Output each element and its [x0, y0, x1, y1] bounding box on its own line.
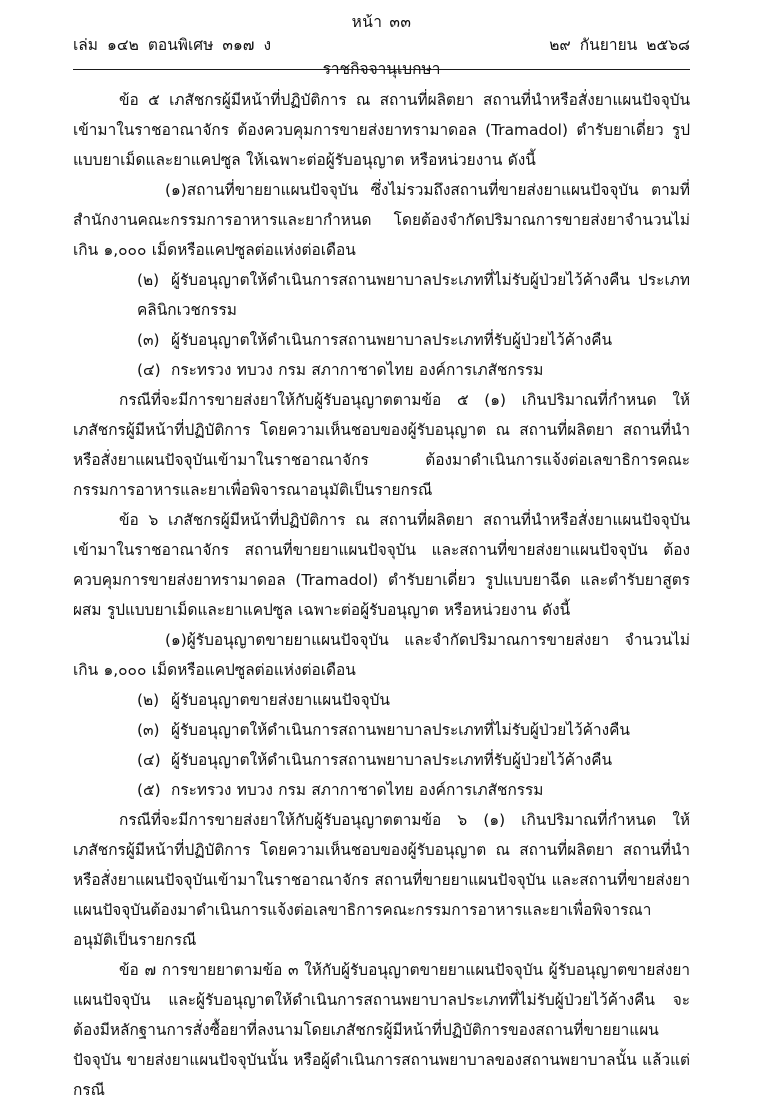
list-marker: (๒) — [137, 271, 160, 289]
clause-6-item-3 — [73, 715, 690, 745]
folio — [73, 12, 690, 32]
list-marker: (๑) — [165, 181, 187, 199]
clause-5-item-1 — [73, 175, 690, 265]
list-item-text: กระทรวง ทบวง กรม สภากาชาดไทย องค์การเภสัชกรรม — [171, 781, 544, 799]
date-month: กันยายน — [579, 36, 638, 54]
list-item-text: ผู้รับอนุญาตให้ดำเนินการสถานพยาบาลประเภทที่รับผู้ป่วยไว้ค้างคืน — [171, 751, 613, 769]
section-label: ตอนพิเศษ — [147, 36, 214, 54]
gazette-title: ราชกิจจานุเบกษา — [322, 60, 441, 78]
section-suffix: ง — [263, 36, 272, 54]
list-marker: (๓) — [137, 721, 160, 739]
clause-5-item-4 — [73, 355, 690, 385]
list-marker: (๑) — [165, 631, 187, 649]
masthead-row — [73, 34, 690, 78]
clause-6-item-1 — [73, 625, 690, 685]
folio-number: ๓๓ — [389, 13, 412, 31]
masthead-volume-group — [73, 34, 271, 56]
section-number: ๓๑๗ — [222, 36, 255, 54]
list-item-text: ผู้รับอนุญาตให้ดำเนินการสถานพยาบาลประเภทที่รับผู้ป่วยไว้ค้างคืน — [171, 331, 613, 349]
list-item-text: สถานที่ขายยาแผนปัจจุบัน ซึ่งไม่รวมถึงสถานที่ขายส่งยาแผนปัจจุบัน ตามที่สำนักงานคณะกรรมการอาหารและยากำหนด โดยต้องจำกัดปริมาณการขายส่งยาจำนวนไม่เกิน ๑,๐๐๐ เม็ดหรือแคปซูลต่อแห่งต่อเดือน — [73, 181, 690, 259]
clause-5-item-3 — [73, 325, 690, 355]
clause-6-item-4 — [73, 745, 690, 775]
date-year: ๒๕๖๘ — [646, 36, 690, 54]
list-item-text: ผู้รับอนุญาตขายส่งยาแผนปัจจุบัน — [171, 691, 390, 709]
volume-number: ๑๔๒ — [107, 36, 139, 54]
list-marker: (๒) — [137, 691, 160, 709]
document-body — [73, 85, 690, 1105]
clause-5-lead: ข้อ ๕ เภสัชกรผู้มีหน้าที่ปฏิบัติการ ณ สถานที่ผลิตยา สถานที่นำหรือสั่งยาแผนปัจจุบันเข้ามาในราชอาณาจักร ต้องควบคุมการขายส่งยาทรามาดอล (Tramadol) ตำรับยาเดี่ยว รูปแบบยาเม็ดและยาแคปซูล ให้เฉพาะต่อผู้รับอนุญาต หรือหน่วยงาน ดังนี้ — [73, 91, 690, 169]
list-marker: (๓) — [137, 331, 160, 349]
list-marker: (๔) — [137, 361, 161, 379]
clause-6-item-5 — [73, 775, 690, 805]
list-marker: (๕) — [137, 781, 161, 799]
clause-5-closing: กรณีที่จะมีการขายส่งยาให้กับผู้รับอนุญาตตามข้อ ๕ (๑) เกินปริมาณที่กำหนด ให้เภสัชกรผู้มีหน้าที่ปฏิบัติการ โดยความเห็นชอบของผู้รับอนุญาต ณ สถานที่ผลิตยา สถานที่นำหรือสั่งยาแผนปัจจุบันเข้ามาในราชอาณาจักร ต้องมาดำเนินการแจ้งต่อเลขาธิการคณะกรรมการอาหารและยาเพื่อพิจารณาอนุมัติเป็นรายกรณี — [73, 391, 690, 499]
list-marker: (๔) — [137, 751, 161, 769]
date-day: ๒๙ — [549, 36, 571, 54]
masthead-date-group — [549, 34, 690, 56]
clause-6-closing: กรณีที่จะมีการขายส่งยาให้กับผู้รับอนุญาตตามข้อ ๖ (๑) เกินปริมาณที่กำหนด ให้เภสัชกรผู้มีหน้าที่ปฏิบัติการ โดยความเห็นชอบของผู้รับอนุญาต ณ สถานที่ผลิตยา สถานที่นำหรือสั่งยาแผนปัจจุบันเข้ามาในราชอาณาจักร สถานที่ขายยาแผนปัจจุบัน และสถานที่ขายส่งยาแผนปัจจุบันต้องมาดำเนินการแจ้งต่อเลขาธิการคณะกรรมการอาหารและยาเพื่อพิจารณาอนุมัติเป็นรายกรณี — [73, 811, 690, 949]
folio-label: หน้า — [351, 13, 383, 31]
clause-6-lead: ข้อ ๖ เภสัชกรผู้มีหน้าที่ปฏิบัติการ ณ สถานที่ผลิตยา สถานที่นำหรือสั่งยาแผนปัจจุบันเข้ามาในราชอาณาจักร สถานที่ขายยาแผนปัจจุบัน และสถานที่ขายส่งยาแผนปัจจุบัน ต้องควบคุมการขายส่งยาทรามาดอล (Tramadol) ตำรับยาเดี่ยว รูปแบบยาฉีด และตำรับยาสูตรผสม รูปแบบยาเม็ดและยาแคปซูล เฉพาะต่อผู้รับอนุญาต หรือหน่วยงาน ดังนี้ — [73, 511, 690, 619]
volume-label: เล่ม — [73, 36, 99, 54]
clause-7-lead: ข้อ ๗ การขายยาตามข้อ ๓ ให้กับผู้รับอนุญาตขายยาแผนปัจจุบัน ผู้รับอนุญาตขายส่งยาแผนปัจจุบัน และผู้รับอนุญาตให้ดำเนินการสถานพยาบาลประเภทที่ไม่รับผู้ป่วยไว้ค้างคืน จะต้องมีหลักฐานการสั่งซื้อยาที่ลงนามโดยเภสัชกรผู้มีหน้าที่ปฏิบัติการของสถานที่ขายยาแผนปัจจุบัน ขายส่งยาแผนปัจจุบันนั้น หรือผู้ดำเนินการสถานพยาบาลของสถานพยาบาลนั้น แล้วแต่กรณี — [73, 961, 690, 1099]
clause-5-item-2 — [73, 265, 690, 325]
page-masthead — [73, 12, 690, 78]
list-item-text: ผู้รับอนุญาตขายยาแผนปัจจุบัน และจำกัดปริมาณการขายส่งยา จำนวนไม่เกิน ๑,๐๐๐ เม็ดหรือแคปซูลต่อแห่งต่อเดือน — [73, 631, 690, 679]
list-item-text: ผู้รับอนุญาตให้ดำเนินการสถานพยาบาลประเภทที่ไม่รับผู้ป่วยไว้ค้างคืน — [171, 721, 630, 739]
list-item-text: ผู้รับอนุญาตให้ดำเนินการสถานพยาบาลประเภทที่ไม่รับผู้ป่วยไว้ค้างคืน ประเภทคลินิกเวชกรรม — [137, 271, 690, 319]
list-item-text: กระทรวง ทบวง กรม สภากาชาดไทย องค์การเภสัชกรรม — [171, 361, 544, 379]
clause-6-item-2 — [73, 685, 690, 715]
masthead-divider — [73, 69, 690, 70]
